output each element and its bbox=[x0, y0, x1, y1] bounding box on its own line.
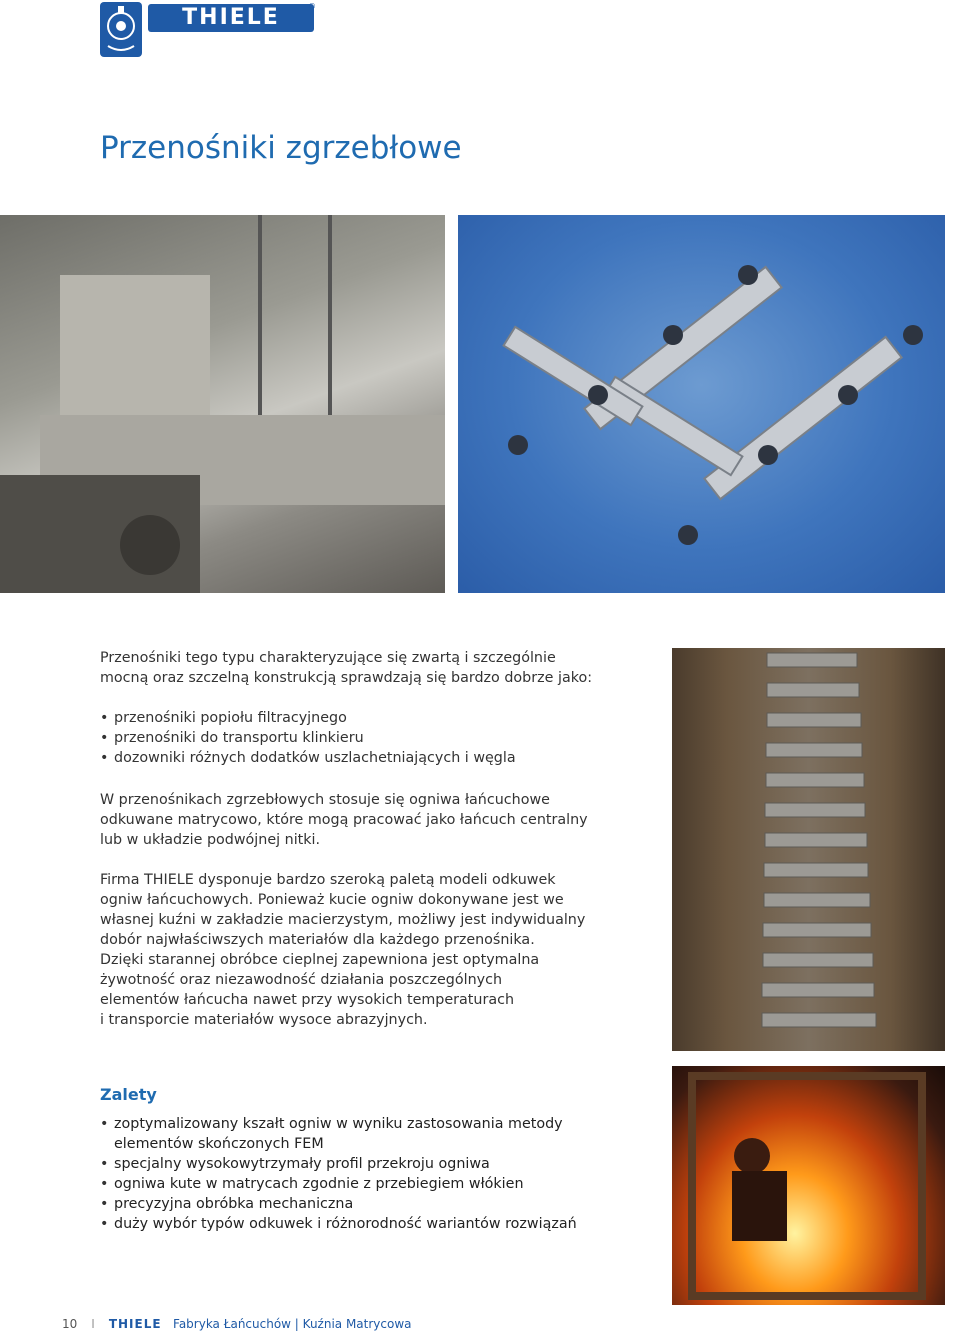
paragraph-line: ogniw łańcuchowych. Ponieważ kucie ogniw dokonywane jest we bbox=[100, 892, 564, 908]
chain-paragraph bbox=[100, 790, 590, 850]
page-footer bbox=[62, 1317, 412, 1331]
intro-line: Przenośniki tego typu charakteryzujące się zwartą i szczególnie bbox=[100, 650, 556, 666]
list-item: • przenośniki do transportu klinkieru bbox=[100, 728, 516, 748]
list-item: • precyzyjna obróbka mechaniczna bbox=[100, 1194, 577, 1214]
paragraph-line: żywotność oraz niezawodność działania poszczególnych bbox=[100, 972, 503, 988]
paragraph-line: W przenośnikach zgrzebłowych stosuje się ogniwa łańcuchowe bbox=[100, 792, 550, 808]
logo-emblem-icon bbox=[100, 2, 142, 57]
list-item: • specjalny wysokowytrzymały profil przekroju ogniwa bbox=[100, 1154, 577, 1174]
list-item: • dozowniki różnych dodatków uszlachetniających i węgla bbox=[100, 748, 516, 768]
paragraph-line: i transporcie materiałów wysoce abrazyjnych. bbox=[100, 1012, 428, 1028]
list-item: • ogniwa kute w matrycach zgodnie z przebiegiem włókien bbox=[100, 1174, 577, 1194]
paragraph-line: lub w układzie podwójnej nitki. bbox=[100, 832, 321, 848]
company-paragraph bbox=[100, 870, 590, 1030]
intro-paragraph bbox=[100, 648, 593, 688]
footer-subtitle: Fabryka Łańcuchów | Kuźnia Matrycowa bbox=[173, 1317, 412, 1331]
footer-brand: THIELE bbox=[108, 1317, 162, 1331]
list-item-continuation bbox=[100, 1134, 577, 1154]
list-item-continuation-text: elementów skończonych FEM bbox=[114, 1136, 324, 1152]
list-item: • przenośniki popiołu filtracyjnego bbox=[100, 708, 516, 728]
footer-separator: I bbox=[91, 1317, 95, 1331]
list-item: • zoptymalizowany kszałt ogniw w wyniku zastosowania metody bbox=[100, 1114, 577, 1134]
paragraph-line: Firma THIELE dysponuje bardzo szeroką paletą modeli odkuwek bbox=[100, 872, 556, 888]
logo-wordmark: THIELE bbox=[148, 4, 314, 32]
paragraph-line: elementów łańcucha nawet przy wysokich temperaturach bbox=[100, 992, 515, 1008]
intro-line: mocną oraz szczelną konstrukcją sprawdzają się bardzo dobrze jako: bbox=[100, 670, 593, 686]
list-item: • duży wybór typów odkuwek i różnorodność wariantów rozwiązań bbox=[100, 1214, 577, 1234]
forging-worker-photo bbox=[672, 1066, 945, 1305]
paragraph-line: Dzięki starannej obróbce cieplnej zapewniona jest optymalna bbox=[100, 952, 540, 968]
advantages-heading: Zalety bbox=[100, 1085, 157, 1104]
page-number: 10 bbox=[62, 1317, 78, 1331]
page-title: Przenośniki zgrzebłowe bbox=[100, 130, 462, 166]
scraper-conveyor-belt-photo bbox=[672, 648, 945, 1051]
advantages-list bbox=[100, 1114, 577, 1234]
paragraph-line: dobór najwłaściwszych materiałów dla każdego przenośnika. bbox=[100, 932, 535, 948]
paragraph-line: odkuwane matrycowo, które mogą pracować jako łańcuch centralny bbox=[100, 812, 588, 828]
uses-list bbox=[100, 708, 516, 768]
paragraph-line: własnej kuźni w zakładzie macierzystym, możliwy jest indywidualny bbox=[100, 912, 586, 928]
industrial-conveyor-photo bbox=[0, 215, 445, 593]
registered-mark: ® bbox=[308, 2, 316, 11]
forged-chain-photo bbox=[458, 215, 945, 593]
